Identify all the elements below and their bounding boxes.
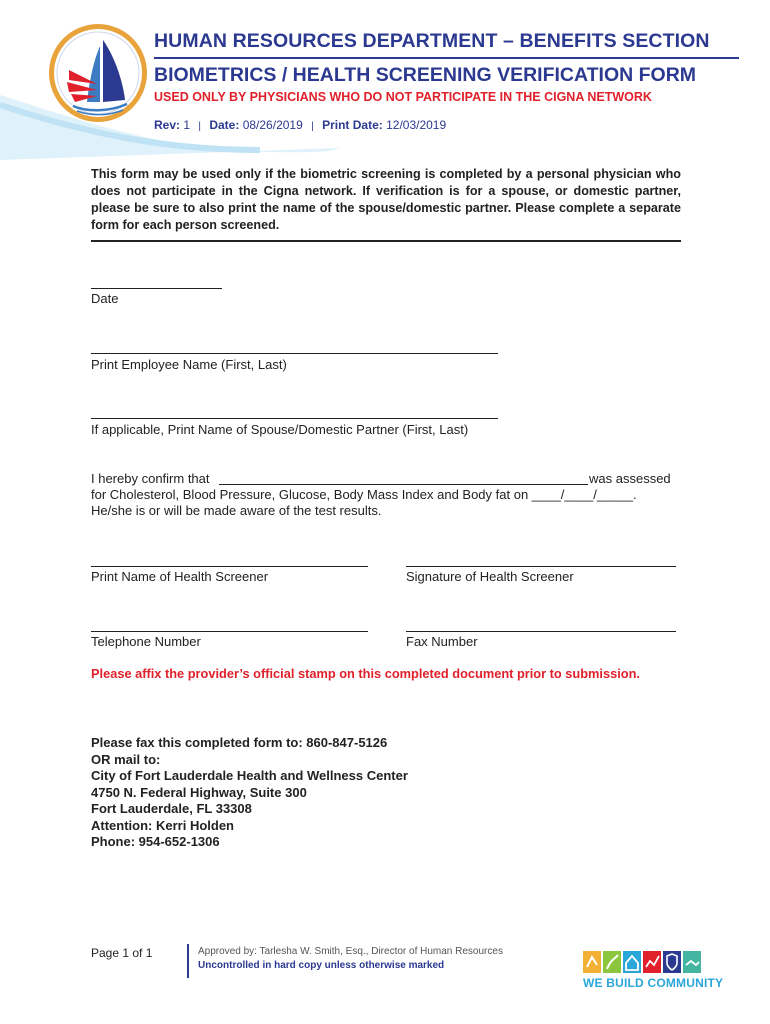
fax-line: Please fax this completed form to: 860-847-5126 <box>91 735 388 750</box>
confirm-line-end: was assessed <box>589 471 671 486</box>
employee-name-label: Print Employee Name (First, Last) <box>91 357 287 372</box>
footer-divider <box>187 944 189 978</box>
form-title: BIOMETRICS / HEALTH SCREENING VERIFICATION FORM <box>154 64 697 86</box>
page-number: Page 1 of 1 <box>91 946 153 960</box>
community-slogan: WE BUILD COMMUNITY <box>583 976 724 990</box>
phone-line: Phone: 954-652-1306 <box>91 834 220 849</box>
employee-name-field[interactable] <box>91 353 498 354</box>
confirm-line-2: for Cholesterol, Blood Pressure, Glucose, Body Mass Index and Body fat on ____/____/_____. <box>91 487 637 502</box>
date-label: Date: <box>209 118 240 132</box>
assessed-person-field[interactable] <box>219 484 588 485</box>
city-seal-logo <box>47 22 149 124</box>
attention-line: Attention: Kerri Holden <box>91 817 234 833</box>
fax-label: Fax Number <box>406 634 478 649</box>
or-mail-line: OR mail to: <box>91 751 161 767</box>
organization-name: City of Fort Lauderdale Health and Wellness Center <box>91 768 408 783</box>
form-subtitle: USED ONLY BY PHYSICIANS WHO DO NOT PARTICIPATE IN THE CIGNA NETWORK <box>154 90 652 104</box>
intro-paragraph: This form may be used only if the biometric screening is completed by a personal physician who does not participate in the Cigna network. If verification is for a spouse, or domestic partner, please be sure to also print the name of the spouse/domestic partner. Please complete a separate form for each person screened. <box>91 167 681 232</box>
spouse-name-field[interactable] <box>91 418 498 419</box>
fax-field[interactable] <box>406 631 676 632</box>
header-divider <box>154 57 739 59</box>
address-line-2: Fort Lauderdale, FL 33308 <box>91 801 252 816</box>
print-date-label: Print Date: <box>322 118 383 132</box>
department-heading: HUMAN RESOURCES DEPARTMENT – BENEFITS SECTION <box>154 30 710 52</box>
screener-name-label: Print Name of Health Screener <box>91 569 269 584</box>
uncontrolled-note: Uncontrolled in hard copy unless otherwise marked <box>198 960 445 971</box>
screener-signature-field[interactable] <box>406 566 676 567</box>
date-label: Date <box>91 291 119 306</box>
screener-signature-label: Signature of Health Screener <box>406 569 574 584</box>
date-field[interactable] <box>91 288 222 289</box>
print-date-value: 12/03/2019 <box>386 118 447 132</box>
community-icons-logo <box>583 947 723 975</box>
separator: | <box>311 121 314 132</box>
rev-label: Rev: <box>154 118 181 132</box>
intro-divider <box>91 240 681 242</box>
confirm-line-3: He/she is or will be made aware of the test results. <box>91 503 382 518</box>
rev-value: 1 <box>183 118 191 132</box>
approval-note: Approved by: Tarlesha W. Smith, Esq., Director of Human Resources <box>198 946 503 957</box>
confirm-line-start: I hereby confirm that <box>91 471 210 486</box>
address-line-1: 4750 N. Federal Highway, Suite 300 <box>91 784 307 800</box>
submission-instructions <box>91 735 408 851</box>
separator: | <box>198 121 201 132</box>
telephone-label: Telephone Number <box>91 634 201 649</box>
revision-line <box>154 118 446 132</box>
telephone-field[interactable] <box>91 631 368 632</box>
date-value: 08/26/2019 <box>242 118 303 132</box>
spouse-name-label: If applicable, Print Name of Spouse/Domestic Partner (First, Last) <box>91 422 469 437</box>
screener-name-field[interactable] <box>91 566 368 567</box>
stamp-instruction: Please affix the provider’s official stamp on this completed document prior to submission. <box>91 666 640 681</box>
